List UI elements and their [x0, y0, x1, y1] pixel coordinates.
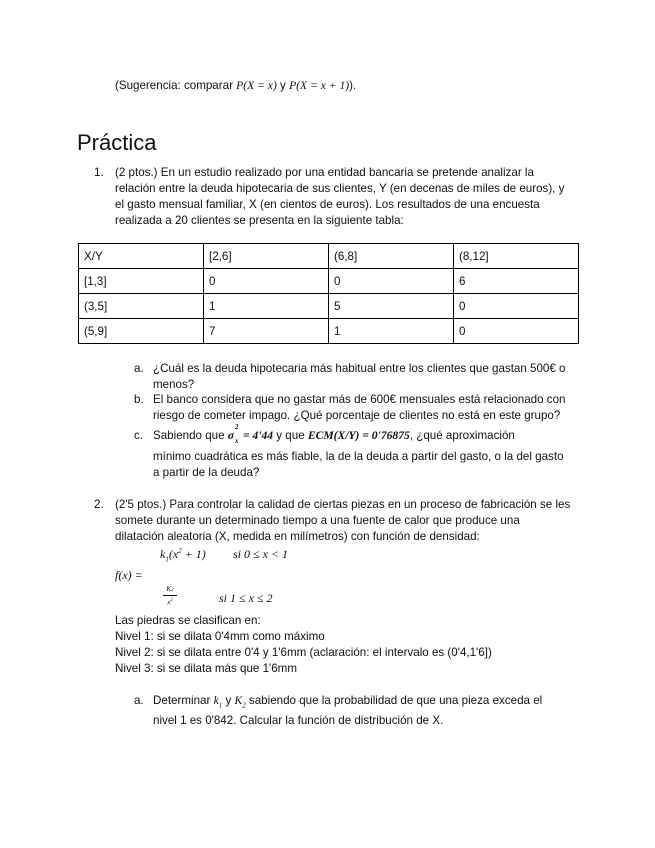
case1-paren: (x [168, 547, 179, 561]
subquestion-a-line-1: ¿Cuál es la deuda hipotecaria más habitual entre los clientes que gastan 500€ o [153, 362, 566, 375]
table-cell: 1 [329, 319, 454, 344]
table-cell: 5 [329, 294, 454, 319]
c-text-2: y que [273, 429, 308, 442]
p2-subquestion-a-line-2: nivel 1 es 0'842. Calcular la función de distribución de X. [153, 714, 444, 727]
k2-sym-letter: K [234, 694, 243, 707]
density-lhs: f(x) = [115, 568, 143, 582]
table-header-cell: [2,6] [204, 244, 329, 269]
density-case-2-cond: si 1 ≤ x ≤ 2 [219, 591, 273, 605]
table-cell: (5,9] [79, 319, 204, 344]
hint-mid: y [276, 79, 290, 92]
k1-symbol [213, 694, 223, 710]
hint-suffix: ). [349, 79, 357, 92]
fraction-denominator-sup: 2 [170, 598, 173, 603]
hint-line [115, 78, 356, 94]
class-line-2: Nivel 1: si se dilata 0'4mm como máximo [115, 630, 325, 643]
fraction-numerator: K [166, 585, 172, 593]
table-cell: 0 [329, 269, 454, 294]
p2-subquestion-a-line-1 [153, 693, 542, 713]
case1-sup: 2 [178, 547, 182, 555]
problem-1-line-3: el gasto mensual familiar, X (en cientos de euros). Los resultados de una encuesta [115, 198, 540, 211]
table-header-cell: X/Y [79, 244, 204, 269]
k1-sym-sub: 1 [218, 701, 223, 710]
class-line-1: Las piedras se clasifican en: [115, 614, 261, 627]
subquestion-b-label: b. [134, 393, 144, 406]
density-case-1-cond: si 0 ≤ x < 1 [233, 547, 289, 561]
sigma-value: = 4'44 [240, 429, 274, 442]
table-row [79, 269, 579, 294]
hint-math-2: P(X = x + 1) [289, 79, 350, 92]
problem-1-line-4: realizada a 20 clientes se presenta en la siguiente tabla: [115, 214, 404, 227]
problem-2-line-3: dilatación aleatoria (X, medida en milímetros) con función de densidad: [115, 530, 480, 543]
subquestion-c-line-3: a partir de la deuda? [153, 466, 260, 479]
c-text-3: , ¿qué aproximación [409, 429, 515, 442]
subquestion-c-line-1 [153, 423, 515, 445]
subquestion-c-line-2: mínimo cuadrática es más fiable, la de la deuda a partir del gasto, o la del gasto [153, 450, 564, 463]
table-cell: 6 [454, 269, 579, 294]
table-cell: 1 [204, 294, 329, 319]
table-cell: [1,3] [79, 269, 204, 294]
density-case-2-fraction [163, 585, 177, 607]
fraction-numerator-sub: 2 [171, 588, 174, 593]
table-header-cell: (6,8] [329, 244, 454, 269]
problem-1-line-2: relación entre la deuda hipotecaria de sus clientes, Y (en decenas de miles de euros), y [115, 182, 565, 195]
k1-sym-letter: k [213, 694, 219, 707]
density-case-1-expr [160, 547, 206, 563]
sigma-sup: 2 [235, 423, 239, 431]
class-line-3: Nivel 2: si se dilata entre 0'4 y 1'6mm (aclaración: el intervalo es (0'4,1'6]) [115, 646, 492, 659]
table-cell: 0 [454, 319, 579, 344]
problem-2-line-2: somete durante un determinado tiempo a una fuente de calor que produce una [115, 514, 520, 527]
table-cell: 7 [204, 319, 329, 344]
table-cell: (3,5] [79, 294, 204, 319]
subquestion-b-line-1: El banco considera que no gastar más de 600€ mensuales está relacionado con [153, 393, 566, 406]
sigma-letter: σ [227, 429, 235, 442]
fraction-denominator: x [167, 598, 171, 607]
k1-sub: 1 [165, 555, 169, 564]
table-cell: 0 [204, 269, 329, 294]
problem-1-number: 1. [94, 166, 104, 179]
p2a-text-2: y [222, 694, 235, 707]
table-header-cell: (8,12] [454, 244, 579, 269]
problem-2-line-1: (2'5 ptos.) Para controlar la calidad de ciertas piezas en un proceso de fabricación se les [115, 498, 571, 511]
p2a-text-1: Determinar [153, 694, 214, 707]
k1-letter: k [160, 547, 166, 561]
table-row [79, 294, 579, 319]
table-row [79, 319, 579, 344]
p2a-text-3: sabiendo que la probabilidad de que una pieza exceda el [245, 694, 543, 707]
table-cell: 0 [454, 294, 579, 319]
k2-sym-sub: 2 [242, 701, 246, 710]
class-line-4: Nivel 3: si se dilata más que 1'6mm [115, 662, 297, 675]
data-table [78, 243, 579, 344]
k2-symbol [234, 694, 246, 710]
sigma-symbol [227, 423, 274, 445]
case1-end: + 1) [181, 547, 206, 561]
subquestion-a-label: a. [134, 362, 144, 375]
sigma-sub: x [235, 437, 239, 445]
problem-2-number: 2. [94, 498, 104, 511]
c-text-1: Sabiendo que [153, 429, 228, 442]
ecm-expression: ECM(X/Y) = 0'76875 [307, 429, 410, 442]
subquestion-b-line-2: riesgo de cometer impago. ¿Qué porcentaje de clientes no está en este grupo? [153, 409, 561, 422]
section-title: Práctica [77, 130, 157, 155]
p2-subquestion-a-label: a. [134, 694, 144, 707]
table-header-row [79, 244, 579, 269]
hint-math-1: P(X = x) [236, 79, 277, 92]
problem-1-line-1: (2 ptos.) En un estudio realizado por una entidad bancaria se pretende analizar la [115, 166, 534, 179]
subquestion-a-line-2: menos? [153, 378, 195, 391]
subquestion-c-label: c. [134, 429, 144, 442]
hint-prefix: (Sugerencia: comparar [115, 79, 237, 92]
